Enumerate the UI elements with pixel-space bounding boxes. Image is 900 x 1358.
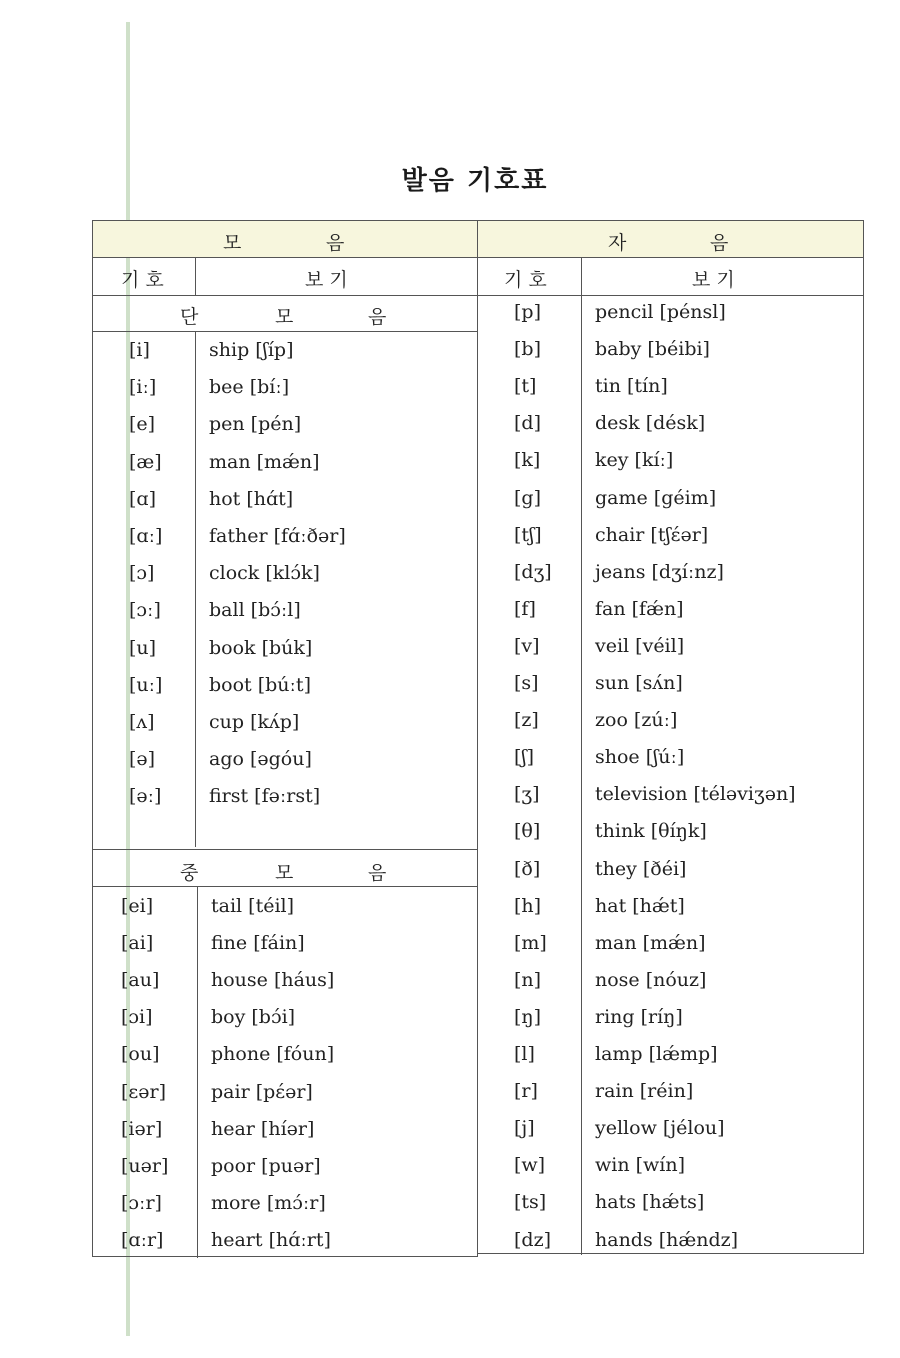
phonetic-symbol: [s] <box>514 672 539 694</box>
vowel-header <box>93 221 477 258</box>
phonetic-symbol: [e] <box>129 413 156 436</box>
example-word: boy [bɔ́i] <box>211 1006 296 1029</box>
page-title: 발음 기호표 <box>401 166 549 196</box>
phonetic-symbol: [b] <box>514 338 541 361</box>
phonetic-symbol: [iər] <box>121 1117 163 1140</box>
vowel-example-column-header: 보 기 <box>305 269 348 291</box>
example-word: hats [hǽts] <box>595 1191 705 1214</box>
phonetic-symbol: [p] <box>514 301 541 323</box>
table-row <box>93 335 477 372</box>
phonetic-symbol: [ʃ] <box>514 746 534 769</box>
example-word: key [kíː] <box>595 449 674 472</box>
phonetic-symbol: [v] <box>514 634 540 657</box>
phonetic-symbol: [ʌ] <box>129 711 155 733</box>
phonetic-symbol: [ɑː] <box>129 525 163 547</box>
table-row <box>93 744 477 781</box>
example-word: they [ðéi] <box>595 857 687 880</box>
phonetic-symbol: [ɔːr] <box>121 1191 162 1214</box>
phonetic-symbol: [ts] <box>514 1191 547 1214</box>
example-word: tin [tín] <box>595 375 668 398</box>
phonetic-symbol: [ɛər] <box>121 1080 166 1103</box>
example-word: hear [híər] <box>211 1117 315 1140</box>
phonetic-symbol: [ɔi] <box>121 1006 153 1029</box>
phonetic-symbol: [əː] <box>129 785 162 808</box>
example-word: bee [bíː] <box>209 376 290 399</box>
example-word: ship [ʃíp] <box>209 339 294 361</box>
diphthong-title-rule <box>93 886 477 887</box>
table-row <box>478 594 863 631</box>
table-row <box>478 816 863 853</box>
vowel-subheader <box>93 257 477 296</box>
table-row <box>93 1077 477 1114</box>
vowel-subheader-divider <box>195 257 196 295</box>
example-word: hands [hǽndz] <box>595 1228 739 1251</box>
example-word: sun [sʌ́n] <box>595 672 683 694</box>
example-word: first [fəːrst] <box>209 785 321 808</box>
phonetic-symbol: [æ] <box>129 450 162 473</box>
table-row <box>478 742 863 779</box>
example-word: tail [téil] <box>211 895 295 917</box>
example-word: pair [pɛ́ər] <box>211 1080 313 1103</box>
example-word: clock [klɔ́k] <box>209 562 320 585</box>
example-word: rain [réin] <box>595 1080 694 1103</box>
simple-vowel-title-char-1: 단 <box>180 306 199 328</box>
example-word: fan [fǽn] <box>595 597 684 620</box>
table-row <box>478 965 863 1002</box>
simple-vowel-section-title <box>93 295 477 331</box>
table-row <box>478 705 863 742</box>
table-row <box>478 408 863 445</box>
table-row <box>478 334 863 371</box>
phonetic-symbol: [z] <box>514 709 539 732</box>
phonetic-symbol: [ai] <box>121 932 154 955</box>
example-word: veil [véil] <box>595 634 685 657</box>
table-row <box>478 371 863 408</box>
simple-vowel-title-char-2: 모 <box>275 306 294 328</box>
phonetic-symbol: [m] <box>514 931 547 954</box>
example-word: pen [pén] <box>209 413 302 436</box>
consonant-symbol-column-header: 기 호 <box>504 269 547 291</box>
phonetic-symbol: [d] <box>514 412 541 435</box>
example-word: hat [hǽt] <box>595 894 685 917</box>
table-row <box>93 447 477 484</box>
phonetic-symbol: [uər] <box>121 1154 169 1177</box>
phonetic-symbol: [k] <box>514 449 541 472</box>
table-row <box>93 670 477 707</box>
simple-vowel-title-char-3: 음 <box>368 306 387 328</box>
vowel-header-char-1: 모 <box>223 232 242 254</box>
example-word: ball [bɔ́ːl] <box>209 599 301 622</box>
table-row <box>478 891 863 928</box>
phonetic-symbol: [uː] <box>129 673 163 696</box>
table-row <box>478 779 863 816</box>
example-word: heart [hɑ́ːrt] <box>211 1228 331 1251</box>
table-row <box>478 557 863 594</box>
example-word: poor [puər] <box>211 1154 321 1177</box>
phonetic-symbol: [f] <box>514 597 536 620</box>
diphthong-top-rule <box>93 849 477 850</box>
phonetic-symbol: [ŋ] <box>514 1005 542 1028</box>
example-word: think [θíŋk] <box>595 820 707 843</box>
table-row <box>93 558 477 595</box>
consonant-header-char-1: 자 <box>608 232 627 254</box>
phonetic-symbol: [iː] <box>129 376 157 399</box>
phonetic-symbol: [ð] <box>514 857 541 880</box>
diphthong-section-title <box>93 851 477 887</box>
example-word: win [wín] <box>595 1154 686 1177</box>
phonetic-symbol: [n] <box>514 968 542 991</box>
example-word: pencil [pénsl] <box>595 301 726 323</box>
example-word: boot [búːt] <box>209 673 311 696</box>
example-word: man [mǽn] <box>209 450 320 473</box>
table-row <box>93 633 477 670</box>
example-word: lamp [lǽmp] <box>595 1043 718 1065</box>
table-row <box>478 668 863 705</box>
table-row <box>93 707 477 744</box>
table-row <box>478 928 863 965</box>
example-word: cup [kʌ́p] <box>209 711 300 733</box>
table-row <box>93 1151 477 1188</box>
phonetic-symbol: [ɔː] <box>129 599 161 622</box>
diphthong-title-char-3: 음 <box>368 862 387 884</box>
table-row <box>478 1225 863 1262</box>
example-word: hot [hɑ́t] <box>209 487 294 510</box>
table-row <box>478 1113 863 1150</box>
phonetic-symbol: [ə] <box>129 748 156 771</box>
phonetic-symbol: [ɑːr] <box>121 1228 164 1251</box>
table-row <box>93 1039 477 1076</box>
table-row <box>93 484 477 521</box>
vowel-symbol-column-header: 기 호 <box>121 269 164 291</box>
phonetic-symbol: [h] <box>514 894 542 917</box>
phonetic-symbol: [ʒ] <box>514 783 540 806</box>
phonetic-symbol: [i] <box>129 339 150 361</box>
phonetic-symbol: [ɑ] <box>129 487 156 510</box>
table-row <box>478 1076 863 1113</box>
example-word: ring [ríŋ] <box>595 1005 683 1028</box>
example-word: desk [désk] <box>595 412 706 435</box>
phonetic-symbol: [ɔ] <box>129 562 155 585</box>
example-word: chair [tʃɛ́ər] <box>595 523 709 546</box>
diphthong-title-char-1: 중 <box>180 862 199 884</box>
phonetic-symbol: [tʃ] <box>514 523 542 546</box>
phonetic-symbol: [t] <box>514 375 537 398</box>
example-word: jeans [dʒíːnz] <box>595 560 724 583</box>
consonant-example-column-header: 보 기 <box>692 269 735 291</box>
table-row <box>478 520 863 557</box>
example-word: fine [fáin] <box>211 932 305 955</box>
table-row <box>93 521 477 558</box>
table-row <box>478 631 863 668</box>
diphthong-title-char-2: 모 <box>275 862 294 884</box>
example-word: zoo [zúː] <box>595 709 678 732</box>
example-word: television [téləviʒən] <box>595 783 796 806</box>
table-row <box>93 891 477 928</box>
table-row <box>93 1225 477 1262</box>
example-word: more [mɔ́ːr] <box>211 1191 326 1214</box>
example-word: man [mǽn] <box>595 931 706 954</box>
table-row <box>478 1002 863 1039</box>
table-row <box>478 854 863 891</box>
phonetic-symbol: [au] <box>121 969 160 992</box>
phonetic-symbol: [g] <box>514 486 541 509</box>
phonetic-symbol: [dz] <box>514 1228 551 1251</box>
consonant-table <box>477 220 864 1254</box>
table-row <box>93 781 477 818</box>
phonetic-symbol: [θ] <box>514 820 541 843</box>
phonetic-symbol: [dʒ] <box>514 560 552 583</box>
phonetic-symbol: [r] <box>514 1080 538 1103</box>
example-word: baby [béibi] <box>595 338 710 361</box>
phonetic-symbol: [l] <box>514 1043 535 1065</box>
consonant-header <box>478 221 863 258</box>
example-word: shoe [ʃúː] <box>595 746 685 769</box>
vowel-table <box>92 220 478 1257</box>
simple-vowel-title-rule <box>93 331 477 332</box>
phonetic-symbol: [w] <box>514 1154 546 1177</box>
table-row <box>478 1187 863 1224</box>
table-row <box>478 297 863 334</box>
example-word: father [fɑ́ːðər] <box>209 525 346 547</box>
table-row <box>478 1039 863 1076</box>
table-row <box>93 1188 477 1225</box>
table-row <box>93 965 477 1002</box>
table-row <box>478 445 863 482</box>
table-row <box>93 595 477 632</box>
consonant-subheader <box>478 257 863 296</box>
consonant-header-char-2: 음 <box>710 232 729 254</box>
phonetic-symbol: [ei] <box>121 895 154 917</box>
example-word: game [géim] <box>595 486 717 509</box>
vowel-header-char-2: 음 <box>326 232 345 254</box>
table-row <box>93 928 477 965</box>
table-row <box>93 409 477 446</box>
example-word: house [háus] <box>211 969 335 992</box>
table-row <box>478 483 863 520</box>
example-word: ago [əgóu] <box>209 748 312 771</box>
table-row <box>93 1114 477 1151</box>
table-row <box>93 372 477 409</box>
phonetic-symbol: [j] <box>514 1117 535 1140</box>
phonetic-symbol: [ou] <box>121 1043 160 1066</box>
example-word: phone [fóun] <box>211 1043 335 1066</box>
table-row <box>478 1150 863 1187</box>
example-word: yellow [jélou] <box>595 1117 725 1140</box>
example-word: nose [nóuz] <box>595 968 707 991</box>
example-word: book [búk] <box>209 636 313 659</box>
phonetic-symbol: [u] <box>129 636 157 659</box>
table-row <box>93 1002 477 1039</box>
